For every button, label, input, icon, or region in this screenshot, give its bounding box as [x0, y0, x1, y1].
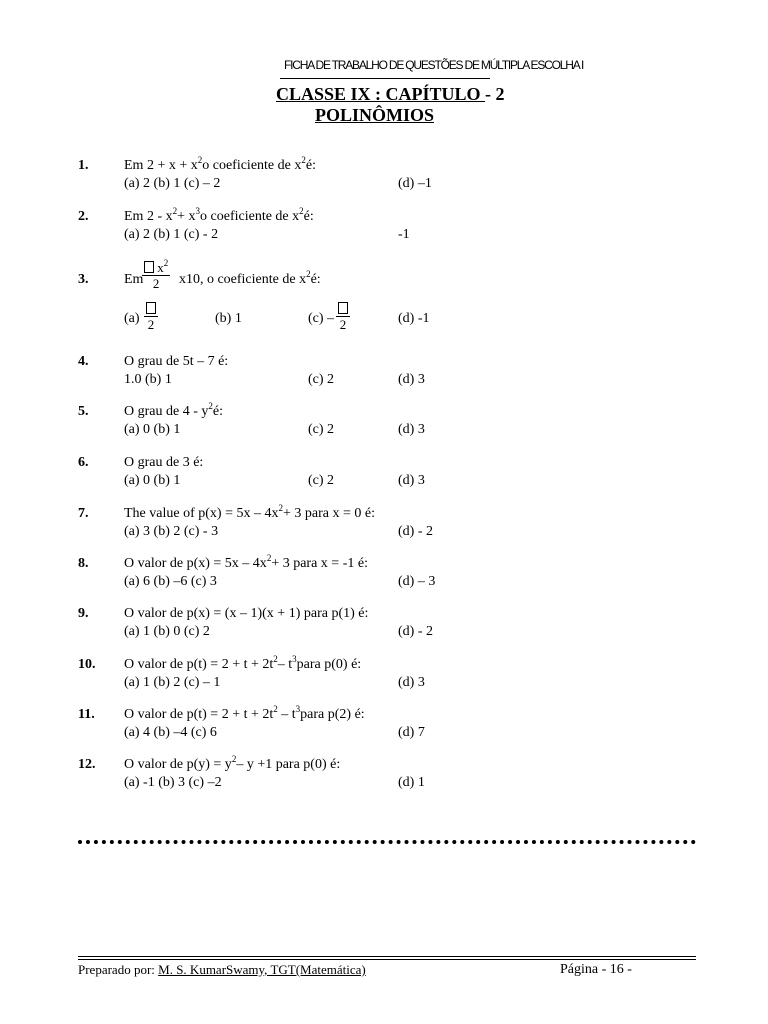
question-text: O valor de $p(y) = y^2-$ y +1 para p(0) é:	[124, 754, 341, 772]
answer-options: (a) -1 (b) 3 (c) –2	[124, 775, 222, 790]
answer-options: (a) 2 (b) 1 (c) – 2	[124, 176, 221, 191]
question-number: 11.	[78, 707, 95, 722]
option-d: (d) – 3	[398, 574, 436, 589]
option-c: (c) 2	[308, 422, 335, 437]
option-c: (c) 2	[308, 372, 335, 387]
missing-symbol-icon	[338, 302, 348, 314]
option-c-fraction: 2	[336, 301, 350, 332]
heading-rule	[280, 78, 490, 79]
question-number: 7.	[78, 506, 89, 521]
question-text: Em $2 + x + x^2o$ coeficiente de $x^2é$:	[124, 155, 316, 173]
option-d: (d) - 2	[398, 624, 433, 639]
title-chapter-number: - 2	[485, 84, 505, 104]
option-d: (d) 3	[398, 675, 425, 690]
answer-options: (a) 0 (b) 1	[124, 422, 181, 437]
option-c: (c) 2	[308, 473, 335, 488]
question-number: 5.	[78, 404, 89, 419]
worksheet-heading: FICHA DE TRABALHO DE QUESTÕES DE MÚLTIPLA ESCOLHA I	[284, 58, 584, 72]
question-text: The value of $p(x) = 5x - 4x^2+ 3$ para x = 0 é:	[124, 503, 375, 521]
option-d: (d) –1	[398, 176, 432, 191]
question-number: 4.	[78, 354, 89, 369]
option-c-label: (c) –	[308, 311, 335, 326]
option-d: (d) - 2	[398, 524, 433, 539]
question-text: O valor de p(x) = (x – 1)(x + 1) para p(1) é:	[124, 606, 369, 621]
answer-options: (a) 1 (b) 0 (c) 2	[124, 624, 210, 639]
page-title	[276, 84, 505, 105]
answer-options: (a) 3 (b) 2 (c) - 3	[124, 524, 219, 539]
answer-options: (a) 4 (b) –4 (c) 6	[124, 725, 217, 740]
option-d: (d) 7	[398, 725, 425, 740]
option-d: -1	[398, 227, 410, 242]
question-number: 2.	[78, 209, 89, 224]
dotted-separator	[78, 840, 696, 844]
option-d: (d) 3	[398, 422, 425, 437]
question-number: 1.	[78, 158, 89, 173]
question-number: 8.	[78, 556, 89, 571]
question-number: 12.	[78, 757, 96, 772]
option-d: (d) 1	[398, 775, 425, 790]
option-a-label: (a)	[124, 311, 140, 326]
question-text: O grau de $4 - y^2é$:	[124, 401, 223, 419]
option-a-fraction: 2	[144, 301, 158, 332]
question-text: O valor de $p(t) = 2 + t + 2t^2-$ $t^3para$ p(0) é:	[124, 654, 362, 672]
option-b: (b) 1	[215, 311, 242, 326]
fraction-x-squared-over-2: $\frac{x^2}{2}$	[142, 260, 170, 291]
answer-options: (a) 2 (b) 1 (c) - 2	[124, 227, 219, 242]
option-d: (d) -1	[398, 311, 430, 326]
footer-rule	[78, 956, 696, 957]
question-number: 10.	[78, 657, 96, 672]
question-number: 9.	[78, 606, 89, 621]
option-d: (d) 3	[398, 372, 425, 387]
question-text: O grau de 5t – 7 é:	[124, 354, 229, 369]
answer-options: 1.0 (b) 1	[124, 372, 172, 387]
footer-rule	[78, 959, 696, 960]
page-number: Página - 16 -	[560, 962, 632, 977]
title-main: CLASSE IX : CAPÍTULO	[276, 84, 486, 104]
question-text: Em $2 - x^2+ x^3o$ coeficiente de $x^2é$:	[124, 206, 314, 224]
answer-options: (a) 1 (b) 2 (c) – 1	[124, 675, 221, 690]
missing-symbol-icon	[144, 261, 154, 273]
question-text: O valor de $p(x) = 5x - 4x^2+ 3$ para x = -1 é:	[124, 553, 368, 571]
page-subtitle: POLINÔMIOS	[315, 105, 435, 125]
missing-symbol-icon	[146, 302, 156, 314]
question-text: Em x10, o coeficiente de $x^2é$:	[124, 269, 321, 287]
question-number: 3.	[78, 272, 89, 287]
option-d: (d) 3	[398, 473, 425, 488]
question-text: O grau de 3 é:	[124, 455, 204, 470]
question-text: O valor de $p(t) = 2 + t + 2t^2$ – $t^3para$ p(2) é:	[124, 704, 365, 722]
answer-options: (a) 6 (b) –6 (c) 3	[124, 574, 217, 589]
answer-options: (a) 0 (b) 1	[124, 473, 181, 488]
question-number: 6.	[78, 455, 89, 470]
footer-author: Preparado por: M. S. KumarSwamy, TGT(Matemática)	[78, 962, 366, 977]
